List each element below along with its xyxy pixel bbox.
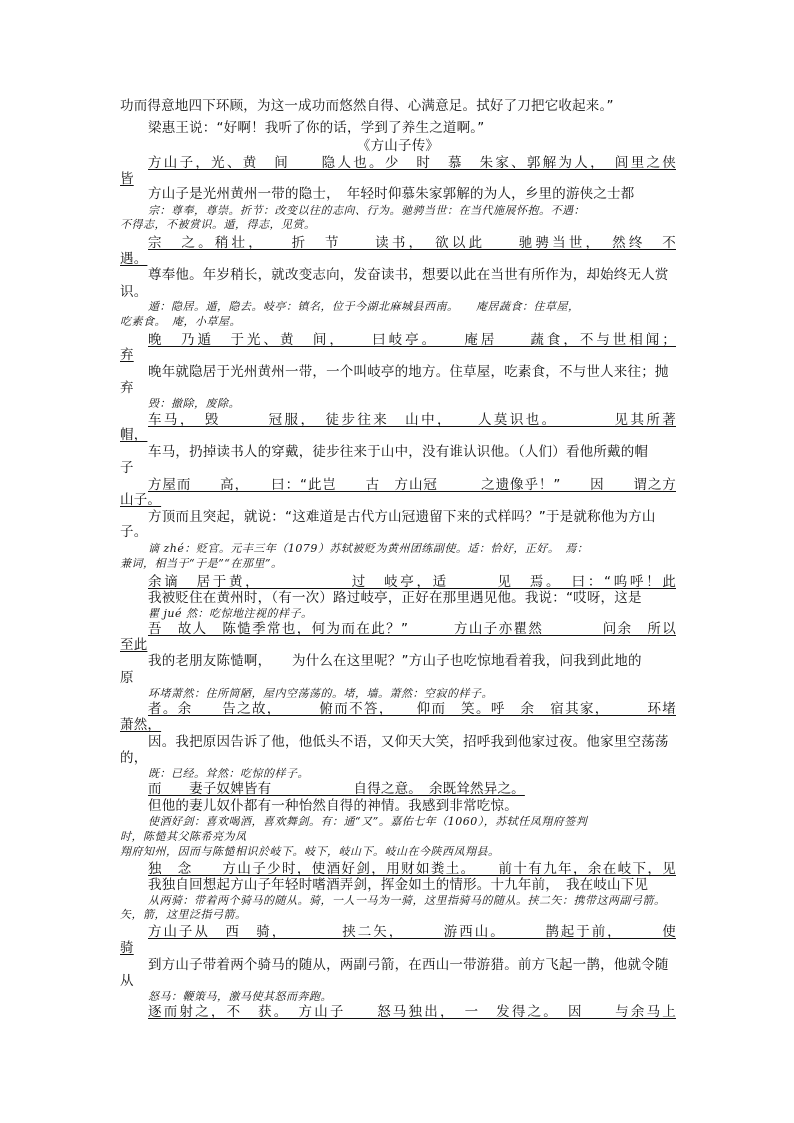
- original-text-line: 方山子，光、黄 间 隐人也。少 时 慕 朱家、郭解为人， 闾里之侠: [148, 155, 676, 171]
- annotation-line: 怒马：鞭策马，激马使其怒而奔跑。: [148, 990, 332, 1003]
- translation-line: 车马，扔掉读书人的穿戴，徒步往来于山中，没有谁认识他。（人们）看他所戴的帽: [148, 444, 649, 460]
- annotation-line: 从两骑：带着两个骑马的随从。骑，一人一马为一骑，这里指骑马的随从。挟二矢：携带这两副弓箭。: [148, 894, 666, 907]
- translation-line: 我被贬住在黄州时，（有一次）路过岐亭，正好在那里遇见他。我说：“哎呀，这是: [148, 590, 642, 606]
- original-text-line: 方山子从 西 骑， 挟二矢， 游西山。 鹊起于前， 使: [148, 924, 676, 940]
- original-text-line: 方屋而 高， 曰：“此岂 古 方山冠 之遗像乎！” 因 谓之方: [148, 477, 676, 493]
- original-text-line: 者。余 告之故， 俯而不答， 仰而 笑。呼 余 宿其家， 环堵: [148, 701, 676, 717]
- annotation-line: 时，陈慥其父陈希亮为凤: [120, 830, 247, 843]
- translation-line: 尊奉他。年岁稍长，就改变志向，发奋读书，想要以此在当世有所作为，却始终无人赏: [148, 267, 669, 283]
- text-line-dialogue: 梁惠王说：“好啊！我听了你的话，学到了养生之道啊。”: [148, 120, 485, 136]
- original-text-line: 晚 乃遁 于光、黄 间， 曰岐亭。 庵居 蔬食，不与世相闻；: [148, 332, 676, 348]
- original-text-line-wrap: 皆: [120, 171, 134, 187]
- translation-line-wrap: 识。: [120, 284, 148, 300]
- original-text-line-wrap: 弃: [120, 347, 134, 363]
- section-title: 《方山子传》: [356, 138, 440, 154]
- translation-line: 我独自回想起方山子年轻时嗜酒弄剑，挥金如土的情形。十九年前， 我在岐山下见: [148, 877, 649, 893]
- annotation-line: 既：已经。耸然：吃惊的样子。: [148, 767, 309, 780]
- original-text-line: 而 妻子奴婢皆有 自得之意。 余既耸然异之。: [148, 781, 525, 797]
- translation-line-wrap: 弃: [120, 380, 134, 396]
- annotation-line: 矢，箭，这里泛指弓箭。: [120, 908, 247, 921]
- original-text-line-wrap: 遇。: [120, 251, 148, 267]
- annotation-line: 遁：隐居。遁，隐去。岐亭：镇名，位于今湖北麻城县西南。 庵居蔬食：住草屋，: [148, 300, 580, 313]
- annotation-line: 不得志，不被赏识。遁，得志，见赏。: [120, 218, 316, 231]
- original-text-line-wrap: 骑: [120, 940, 134, 956]
- original-text-line-wrap: 至此: [120, 637, 148, 653]
- translation-line: 我的老朋友陈慥啊， 为什么在这里呢？”方山子也吃惊地看着我，问我到此地的: [148, 653, 642, 669]
- annotation-line: 吃素食。 庵，小草屋。: [120, 315, 241, 328]
- translation-line-wrap: 子。: [120, 524, 148, 540]
- translation-line: 方顶而且突起，就说：“这难道是古代方山冠遗留下来的式样吗？”于是就称他为方山: [148, 509, 656, 525]
- original-text-line: 逐而射之，不 获。 方山子 怒马独出， 一 发得之。 因 与余马上: [148, 1004, 676, 1020]
- original-text-line: 余谪 居于黄， 过 岐亭，适 见 焉。 曰：“呜呼！此: [148, 574, 676, 590]
- annotation-line: 环堵萧然：住所简陋，屋内空荡荡的。堵，墙。萧然：空寂的样子。: [148, 687, 493, 700]
- translation-line-wrap: 子: [120, 460, 134, 476]
- translation-line: 方山子是光州黄州一带的隐士， 年轻时仰慕朱家郭解的为人，乡里的游侠之士都: [148, 186, 635, 202]
- translation-line: 晚年就隐居于光州黄州一带，一个叫岐亭的地方。住草屋，吃素食，不与世人来往；抛: [148, 364, 669, 380]
- original-text-line: 车马， 毁 冠服， 徒步往来 山中， 人莫识也。 见其所著: [148, 412, 676, 428]
- annotation-line: 兼词，相当于“于是”“在那里”。: [120, 557, 283, 570]
- translation-line-wrap: 的，: [120, 750, 148, 766]
- text-line-continuation: 功而得意地四下环顾，为这一成功而悠然自得、心满意足。拭好了刀把它收起来。”: [120, 98, 614, 114]
- original-text-line-wrap: 帽，: [120, 427, 148, 443]
- annotation-line: 谪 zhé：贬官。元丰三年（1079）苏轼被贬为黄州团练副使。适：恰好，正好。 焉：: [148, 542, 589, 555]
- translation-line-wrap: 原: [120, 670, 134, 686]
- original-text-line: 吾 故人 陈慥季常也，何为而在此？” 方山子亦瞿然 问余 所以: [148, 621, 676, 637]
- translation-line: 因。我把原因告诉了他，他低头不语，又仰天大笑，招呼我到他家过夜。他家里空荡荡: [148, 734, 669, 750]
- translation-line: 到方山子带着两个骑马的随从，两副弓箭，在西山一带游猎。前方飞起一鹊，他就令随: [148, 957, 669, 973]
- original-text-line: 宗 之。稍壮， 折 节 读书， 欲以此 驰骋当世， 然终 不: [148, 235, 676, 251]
- translation-line: 但他的妻儿奴仆都有一种怡然自得的神情。我感到非常吃惊。: [148, 798, 518, 814]
- annotation-line: 瞿 jué 然：吃惊地注视的样子。: [148, 607, 313, 620]
- translation-line-wrap: 从: [120, 973, 134, 989]
- annotation-line: 宗：尊奉，尊崇。折节：改变以往的志向、行为。驰骋当世：在当代施展怀抱。不遇：: [148, 204, 585, 217]
- annotation-line: 使酒好剑：喜欢喝酒，喜欢舞剑。有：通“又”。嘉佑七年（1060），苏轼任凤翔府签判: [148, 815, 588, 828]
- annotation-line: 毁：撤除，废除。: [148, 397, 240, 410]
- annotation-line: 翔府知州，因而与陈慥相识於岐下。岐下，岐山下。岐山在今陕西凤翔县。: [120, 845, 500, 858]
- original-text-line-wrap: 萧然，: [120, 717, 162, 733]
- original-text-line-wrap: 山子。: [120, 492, 162, 508]
- original-text-line: 独 念 方山子少时，使酒好剑，用财如粪土。 前十有九年，余在岐下，见: [148, 861, 676, 877]
